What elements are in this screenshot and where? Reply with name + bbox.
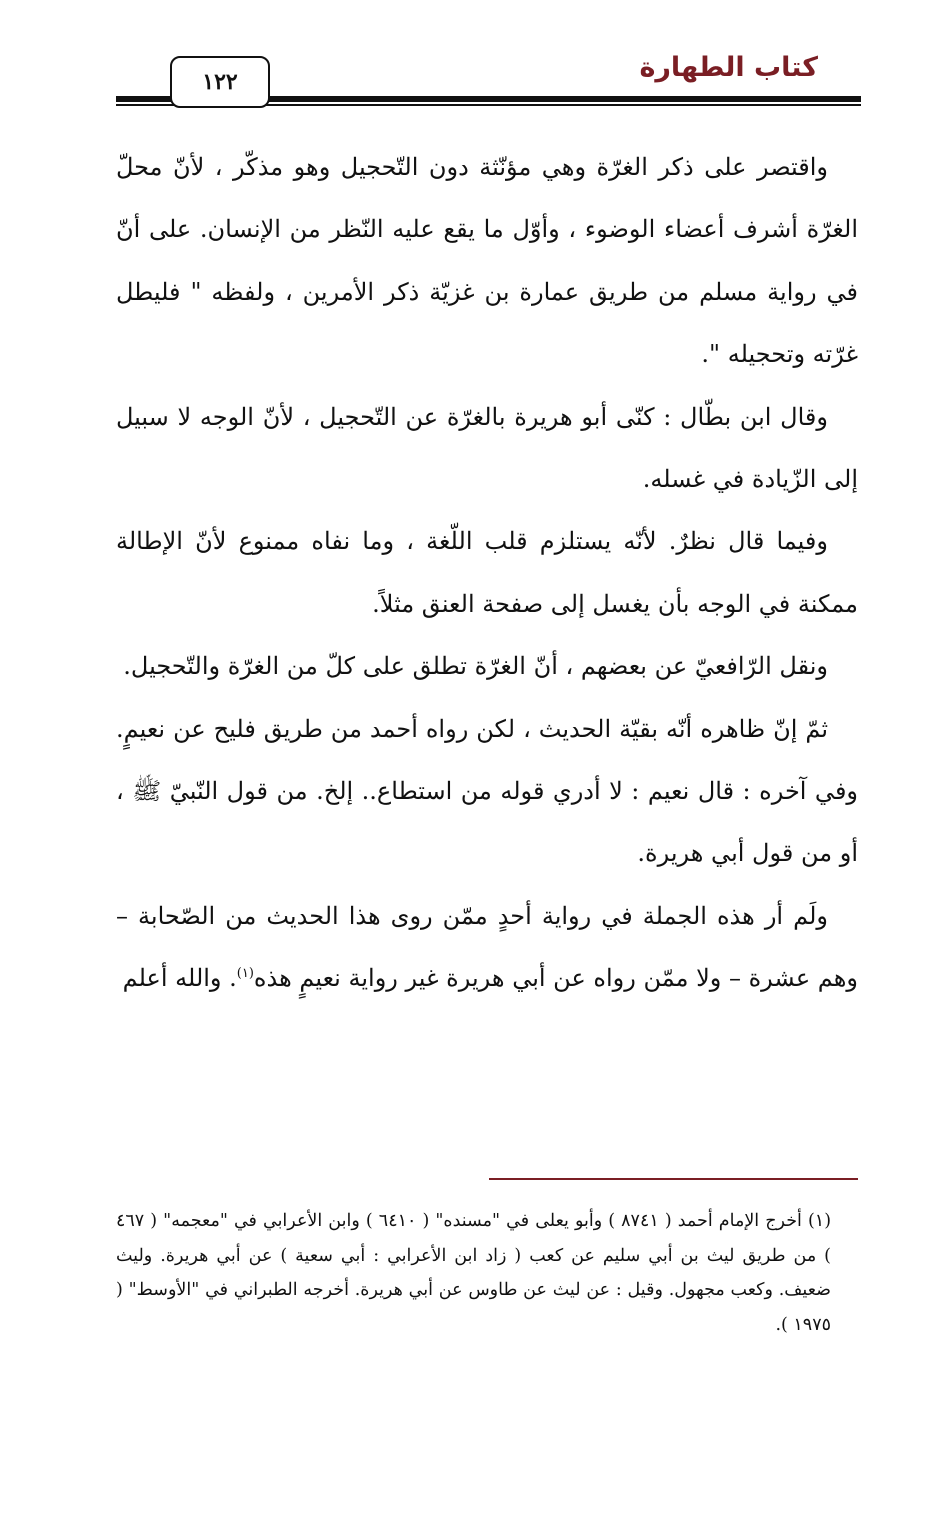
footnote-reference[interactable]: (١) [236,966,254,982]
paragraph-last [116,885,858,1010]
book-title: كتاب الطهارة [639,52,818,83]
footnote-separator [489,1178,858,1180]
paragraph: ونقل الرّافعيّ عن بعضهم ، أنّ الغرّة تطلق على كلّ من الغرّة والتّحجيل. [123,652,828,681]
paragraph: وفيما قال نظرٌ. لأنّه يستلزم قلب اللّغة ، وما نفاه ممنوع لأنّ الإطالة ممكنة في الوجه بأن يغسل إلى صفحة العنق مثلاً. [116,527,858,618]
paragraph-last-text: ولَم أر هذه الجملة في رواية أحدٍ ممّن روى هذا الحديث من الصّحابة – وهم عشرة – ولا ممّن رواه عن أبي هريرة غير رواية نعيمٍ هذه [116,901,858,993]
footnote [116,1204,831,1342]
main-text [116,136,858,1010]
paragraph: ثمّ إنّ ظاهره أنّه بقيّة الحديث ، لكن رواه أحمد من طريق فليح عن نعيمٍ. وفي آخره : قال نعيم : لا أدري قوله من استطاع.. إلخ. من قول النّبيّ ﷺ ، أو من قول أبي هريرة. [116,714,858,868]
paragraph-last-ending: . والله أعلم [122,964,237,993]
page-number: ١٢٢ [202,69,238,95]
footnote-text: (١) أخرج الإمام أحمد ( ٨٧٤١ ) وأبو يعلى في "مسنده" ( ٦٤١٠ ) وابن الأعرابي في "معجمه" ( ٤٦٧ ) من طريق ليث بن أبي سليم عن كعب ( زاد ابن الأعرابي : أبي سعية ) عن أبي هريرة. وليث ضعيف. وكعب مجهول. وقيل : عن ليث عن طاوس عن أبي هريرة. أخرجه الطبراني في "الأوسط" ( ١٩٧٥ ). [116,1211,832,1335]
paragraph: واقتصر على ذكر الغرّة وهي مؤنّثة دون التّحجيل وهو مذكّر ، لأنّ محلّ الغرّة أشرف أعضاء الوضوء ، وأوّل ما يقع عليه النّظر من الإنسان. على أنّ في رواية مسلم من طريق عمارة بن غزيّة ذكر الأمرين ، ولفظه " فليطل غرّته وتحجيله ". [116,153,858,369]
page-number-box [170,56,270,108]
paragraph: وقال ابن بطّال : كنّى أبو هريرة بالغرّة عن التّحجيل ، لأنّ الوجه لا سبيل إلى الزّيادة في غسله. [116,402,858,494]
